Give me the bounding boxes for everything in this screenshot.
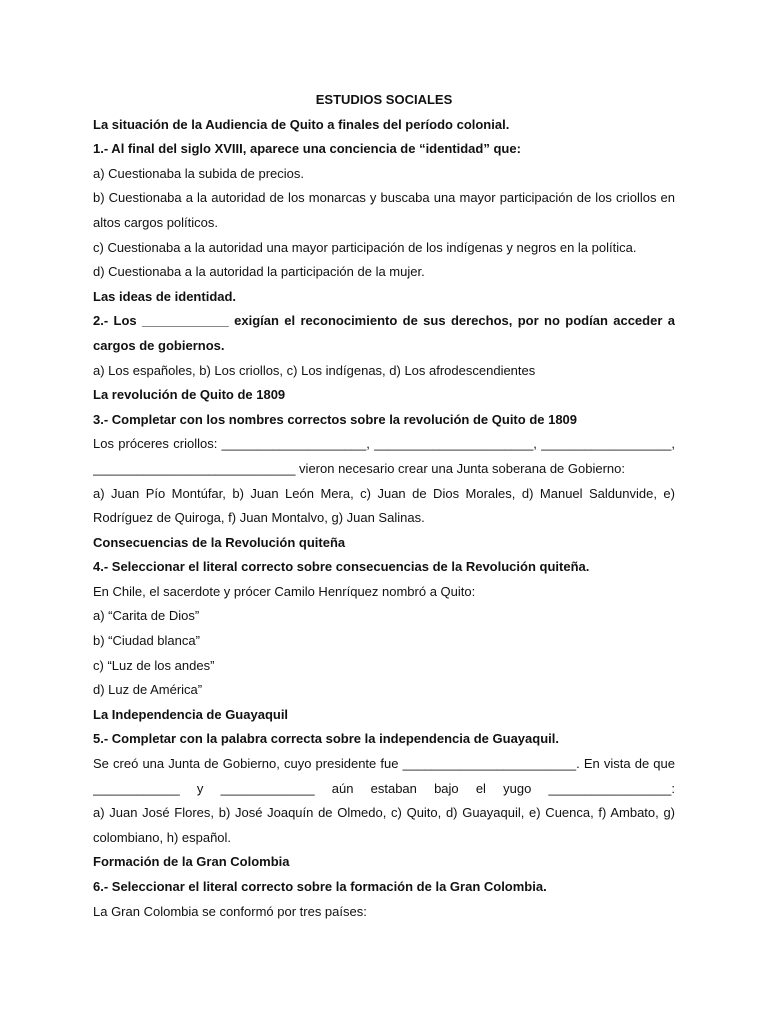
text-line: altos cargos políticos.	[93, 214, 219, 230]
section-heading-line: 5.- Completar con la palabra correcta sobre la independencia de Guayaquil.	[93, 731, 559, 747]
text-line: a) Juan José Flores, b) José Joaquín de Olmedo, c) Quito, d) Guayaquil, e) Cuenca, f) Ambato, g)	[93, 805, 675, 821]
section-heading-line: 2.- Los ____________ exigían el reconocimiento de sus derechos, por no podían acceder a	[93, 313, 675, 329]
text-line: c) Cuestionaba a la autoridad una mayor participación de los indígenas y negros en la política.	[93, 239, 637, 255]
section-heading-line: Las ideas de identidad.	[93, 288, 237, 304]
text-line: b) “Ciudad blanca”	[93, 633, 200, 649]
text-line: Rodríguez de Quiroga, f) Juan Montalvo, g) Juan Salinas.	[93, 510, 425, 526]
text-line: d) Cuestionaba a la autoridad la participación de la mujer.	[93, 264, 425, 280]
text-line: En Chile, el sacerdote y prócer Camilo Henríquez nombró a Quito:	[93, 583, 476, 599]
text-line: Se creó una Junta de Gobierno, cuyo presidente fue ________________________. En vista de que	[93, 756, 675, 772]
section-heading-line: Formación de la Gran Colombia	[93, 854, 290, 870]
section-heading-line: 3.- Completar con los nombres correctos sobre la revolución de Quito de 1809	[93, 411, 578, 427]
section-heading-line: 4.- Seleccionar el literal correcto sobre consecuencias de la Revolución quiteña.	[93, 559, 590, 575]
text-line: La Gran Colombia se conformó por tres países:	[93, 903, 367, 919]
text-line: ____________________________ vieron necesario crear una Junta soberana de Gobierno:	[93, 460, 625, 476]
text-line: a) Los españoles, b) Los criollos, c) Los indígenas, d) Los afrodescendientes	[93, 362, 536, 378]
text-line: ____________ y _____________ aún estaban bajo el yugo _________________:	[93, 780, 675, 796]
document-title: ESTUDIOS SOCIALES	[315, 92, 453, 107]
worksheet-body	[93, 88, 675, 924]
section-heading-line: cargos de gobiernos.	[93, 337, 225, 353]
section-heading-line: La revolución de Quito de 1809	[93, 387, 286, 403]
text-line: Los próceres criollos: ____________________, ______________________, __________________,	[93, 436, 675, 452]
section-heading-line: 1.- Al final del siglo XVIII, aparece una conciencia de “identidad” que:	[93, 141, 521, 157]
text-line: a) “Carita de Dios”	[93, 608, 200, 624]
section-heading-line: Consecuencias de la Revolución quiteña	[93, 534, 346, 550]
text-line: c) “Luz de los andes”	[93, 657, 215, 673]
text-line: colombiano, h) español.	[93, 829, 232, 845]
text-line: b) Cuestionaba a la autoridad de los monarcas y buscaba una mayor participación de los criollos en	[93, 190, 675, 206]
section-heading-line: 6.- Seleccionar el literal correcto sobre la formación de la Gran Colombia.	[93, 879, 547, 894]
text-line: a) Juan Pío Montúfar, b) Juan León Mera, c) Juan de Dios Morales, d) Manuel Saldunvide, e)	[93, 485, 675, 501]
section-heading-line: La situación de la Audiencia de Quito a finales del período colonial.	[93, 116, 510, 132]
text-line: d) Luz de América”	[93, 682, 203, 698]
text-line: a) Cuestionaba la subida de precios.	[93, 165, 305, 181]
section-heading-line: La Independencia de Guayaquil	[93, 706, 289, 722]
